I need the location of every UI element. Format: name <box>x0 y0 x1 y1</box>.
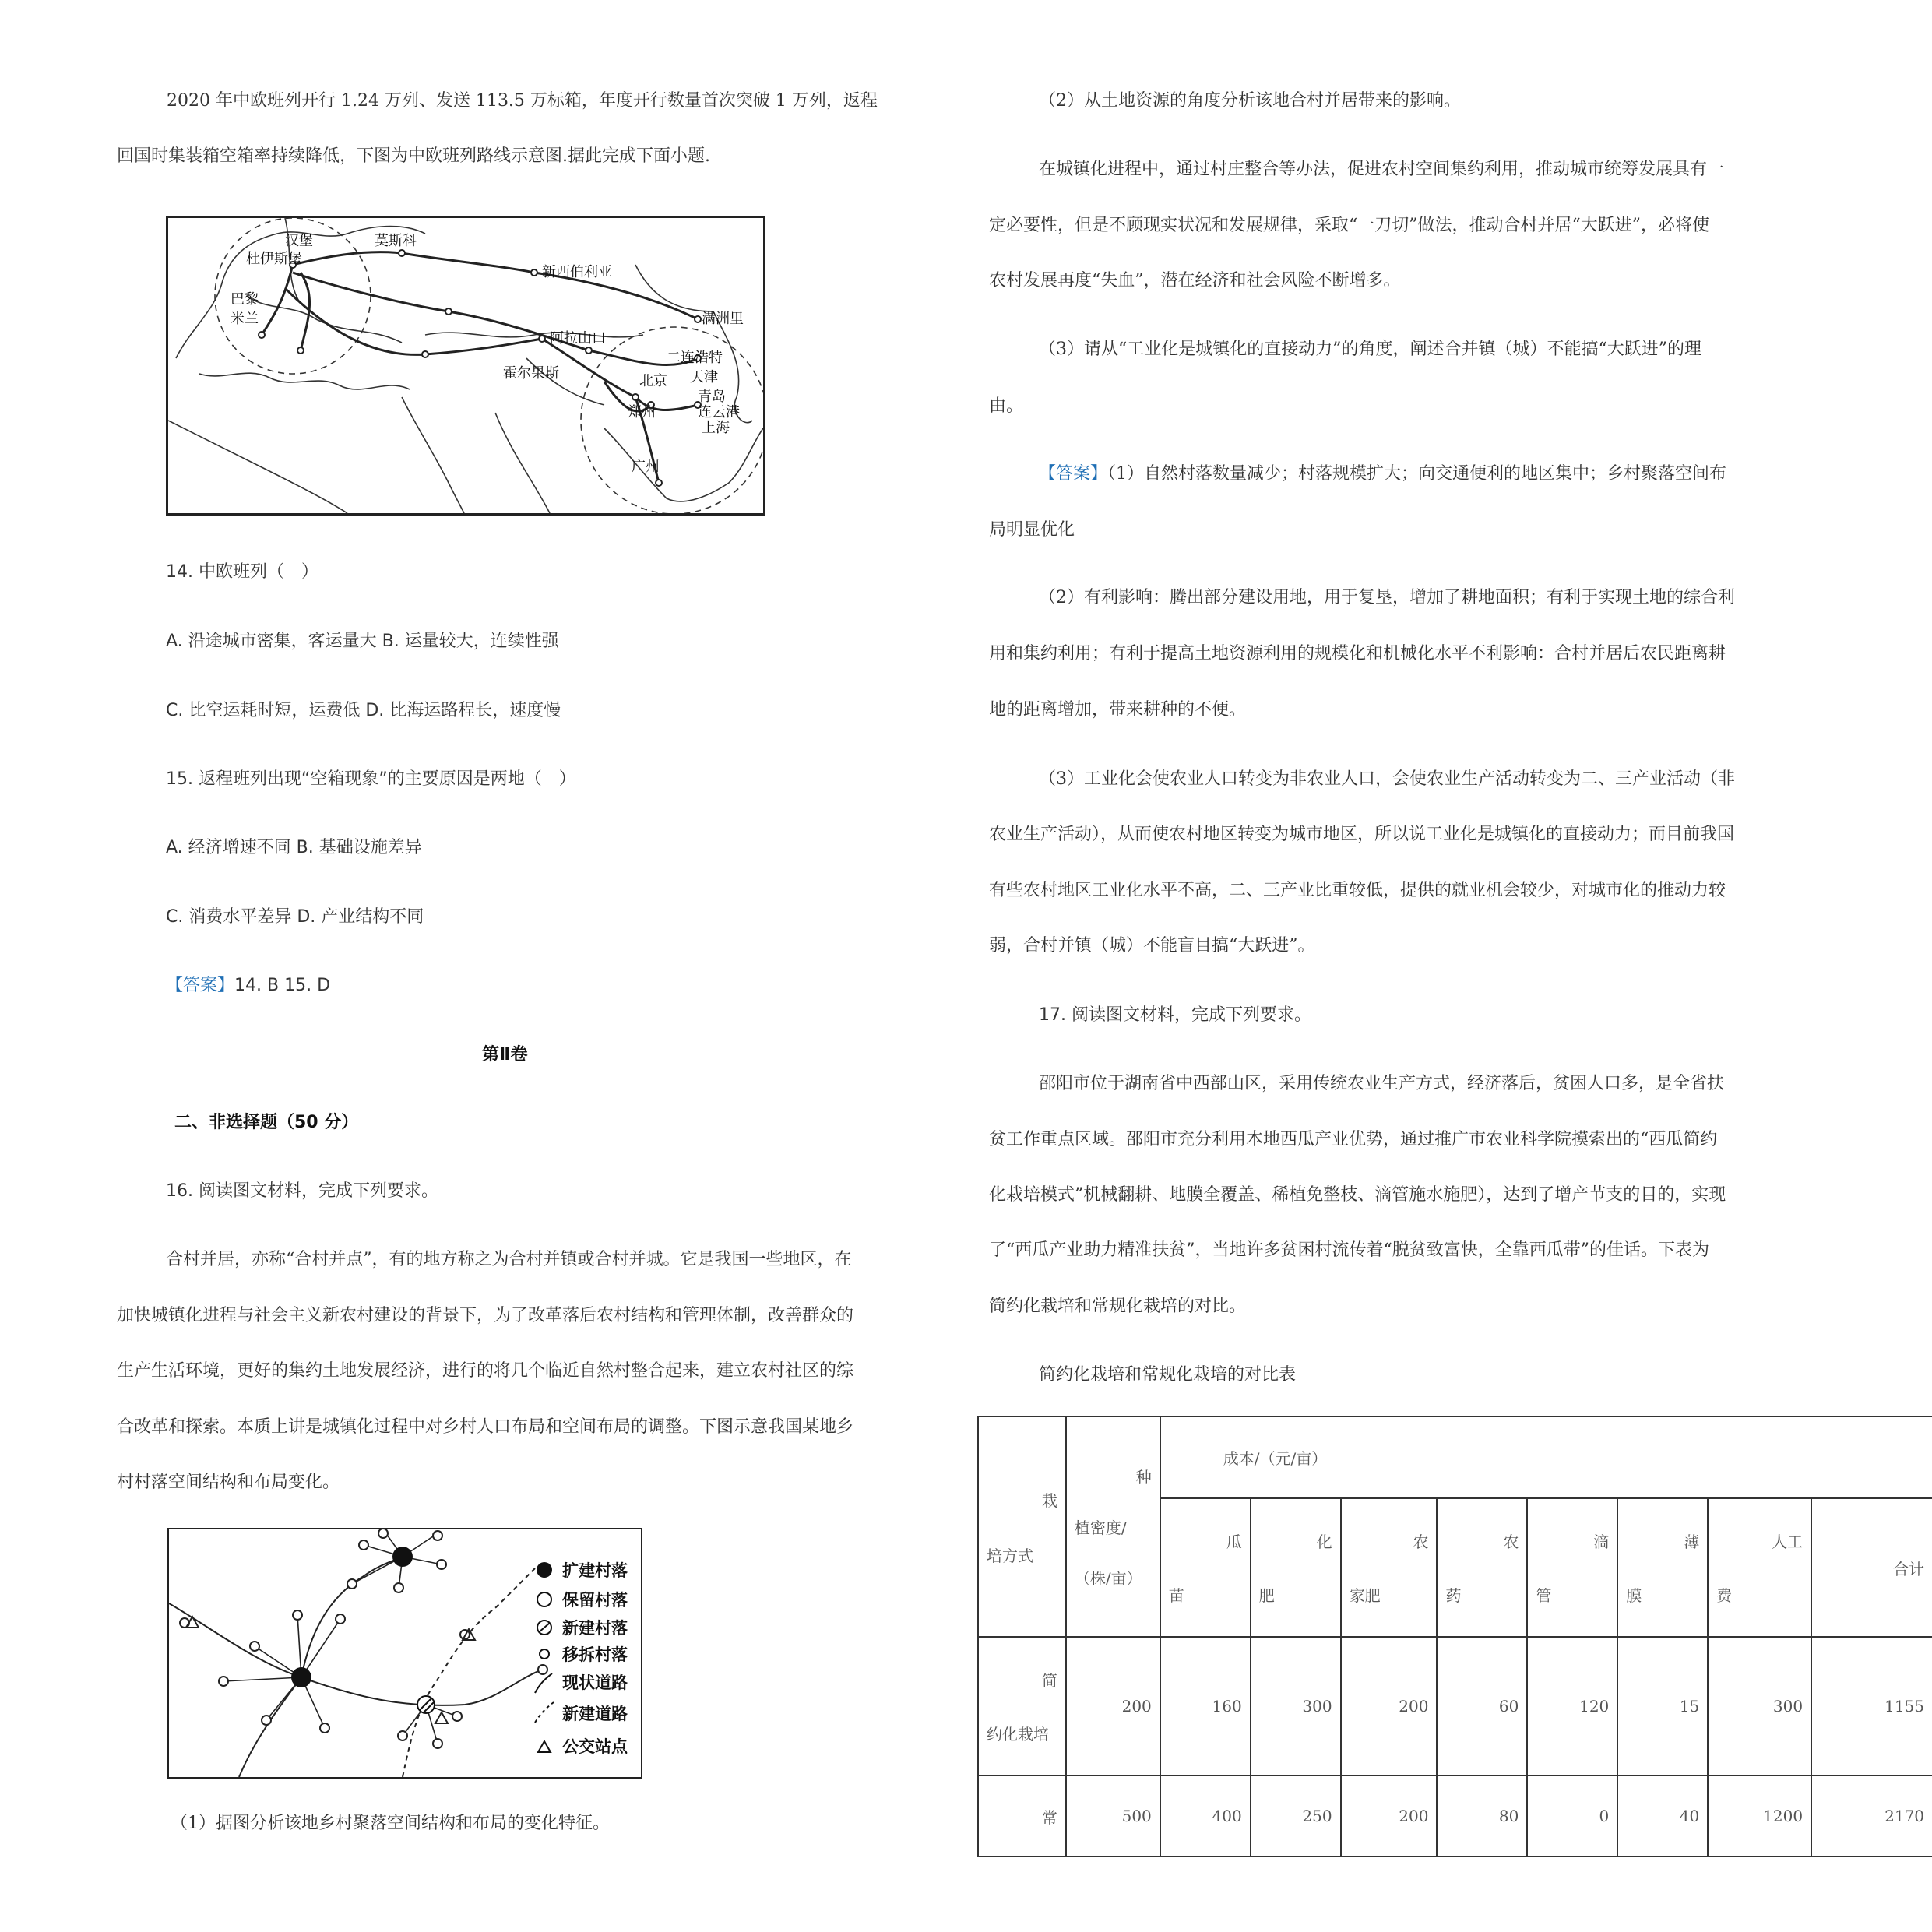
cultivation-comparison-table <box>977 1416 1932 1857</box>
coastline-china <box>604 428 763 501</box>
legend-demolished: 移拆村落 <box>562 1645 628 1664</box>
legend-new-road: 新建道路 <box>562 1705 628 1723</box>
map-label-khorgos: 霍尔果斯 <box>503 365 559 382</box>
header-col-total: 合计 <box>1811 1498 1932 1637</box>
row1-labor: 300 <box>1708 1637 1811 1775</box>
route-north <box>293 252 698 319</box>
answer-1-line-1 <box>1039 463 1726 486</box>
row1-pesticide: 60 <box>1437 1637 1527 1775</box>
q17-para-line-4: 了“西瓜产业助力精准扶贫”，当地许多贫困村流传着“脱贫致富快，全靠西瓜带”的佳话。下表为 <box>989 1240 1709 1260</box>
map-label-milan: 米兰 <box>231 311 259 327</box>
header-col-manure: 农 家肥 <box>1341 1498 1438 1637</box>
q17-para-line-3: 化栽培模式”机械翻耕、地膜全覆盖、稀植免整枝、滴管施水施肥），达到了增产节支的目的，实现 <box>989 1185 1726 1205</box>
road-existing-2 <box>301 1557 403 1677</box>
row2-pesticide: 80 <box>1437 1775 1527 1856</box>
q17-para-line-2: 贫工作重点区域。邵阳市充分利用本地西瓜产业优势，通过推广市农业科学院摸索出的“西瓜简约 <box>989 1130 1718 1149</box>
map-label-guangzhou: 广州 <box>632 459 660 475</box>
map-label-shanghai: 上海 <box>702 420 730 436</box>
route-mid <box>293 273 698 365</box>
q16-part-3-line-1: （3）请从“工业化是城镇化的直接动力”的角度，阐述合并镇（城）不能搞“大跃进”的理 <box>1039 340 1701 359</box>
row1-name: 简 约化栽培 <box>978 1637 1066 1775</box>
para1-line-2: 定必要性，但是不顾现实状况和发展规律，采取“一刀切”做法，推动合村并居“大跃进”，必将使 <box>989 216 1709 235</box>
expanded-village-1 <box>392 1547 413 1567</box>
row2-name: 常 <box>978 1775 1066 1856</box>
map-label-tianjin: 天津 <box>690 369 718 385</box>
row2-seedling: 400 <box>1160 1775 1251 1856</box>
row1-fertilizer: 300 <box>1251 1637 1341 1775</box>
q16-part-2: （2）从土地资源的角度分析该地合村并居带来的影响。 <box>1039 91 1461 111</box>
answer-text: 14. B 15. D <box>234 976 331 995</box>
answer-1-text: （1）自然村落数量减少；村落规模扩大；向交通便利的地区集中；乡村聚落空间布 <box>1107 464 1727 484</box>
row1-manure: 200 <box>1341 1637 1438 1775</box>
answer-1-line-2: 局明显优化 <box>989 520 1075 540</box>
table-row-conventional <box>978 1775 1932 1856</box>
coastline-arabia <box>402 397 464 513</box>
table-row-simplified <box>978 1637 1932 1775</box>
village-svg <box>169 1529 641 1777</box>
q16-para-line-1: 合村并居，亦称“合村并点”，有的地方称之为合村并镇或合村并城。它是我国一些地区，在 <box>166 1250 852 1269</box>
route-eu-2 <box>301 273 310 350</box>
map-label-beijing: 北京 <box>639 373 667 389</box>
q16-para-line-5: 村村落空间结构和布局变化。 <box>117 1473 340 1492</box>
header-col-drip: 滴 管 <box>1527 1498 1617 1637</box>
map-label-qingdao: 青岛 <box>698 389 726 405</box>
map-label-paris: 巴黎 <box>231 291 259 308</box>
row2-fertilizer: 250 <box>1251 1775 1341 1856</box>
map-label-erenhot: 二连浩特 <box>667 350 723 366</box>
row1-drip: 120 <box>1527 1637 1617 1775</box>
legend-new-village: 新建村落 <box>562 1619 628 1638</box>
question-15: 15. 返程班列出现“空箱现象”的主要原因是两地（ ） <box>166 769 576 789</box>
question-16: 16. 阅读图文材料，完成下列要求。 <box>166 1181 438 1201</box>
row1-total: 1155 <box>1811 1637 1932 1775</box>
map-label-manzhouli: 满洲里 <box>702 311 744 327</box>
row2-film: 40 <box>1617 1775 1708 1856</box>
road-existing-1 <box>169 1603 543 1705</box>
answer-3-line-4: 弱，合村并镇（城）不能盲目搞“大跃进”。 <box>989 936 1315 955</box>
q14-options-cd: C. 比空运耗时短，运费低 D. 比海运路程长，速度慢 <box>166 701 561 720</box>
header-cost: 成本/（元/亩） <box>1160 1416 1932 1498</box>
header-col-fertilizer: 化 肥 <box>1251 1498 1341 1637</box>
map-label-alashankou: 阿拉山口 <box>550 330 606 347</box>
legend-existing-road: 现状道路 <box>562 1673 628 1692</box>
header-method: 栽 培方式 <box>978 1416 1066 1637</box>
coastline-med <box>199 373 410 389</box>
border-1 <box>246 296 402 343</box>
map-label-novosibirsk: 新西伯利亚 <box>542 264 612 280</box>
section-title: 第Ⅱ卷 <box>482 1045 528 1065</box>
map-label-moscow: 莫斯科 <box>375 233 417 249</box>
q16-para-line-2: 加快城镇化进程与社会主义新农村建设的背景下，为了改革落后农村结构和管理体制，改善群众的 <box>117 1306 854 1325</box>
road-new-1 <box>403 1568 535 1777</box>
row1-density: 200 <box>1066 1637 1160 1775</box>
legend-expanded: 扩建村落 <box>562 1561 628 1580</box>
para1-line-3: 农村发展再度“失血”，潜在经济和社会风险不断增多。 <box>989 271 1401 290</box>
map-label-hamburg: 汉堡 <box>285 233 313 249</box>
question-14: 14. 中欧班列（ ） <box>166 562 318 582</box>
answer-2-line-2: 用和集约利用；有利于提高土地资源利用的规模化和机械化水平不利影响：合村并居后农民距离耕 <box>989 644 1726 663</box>
map-label-duisburg: 杜伊斯堡 <box>246 251 302 267</box>
answer-tag: 【答案】 <box>166 976 235 995</box>
map-svg <box>168 218 763 513</box>
road-existing-3 <box>239 1677 301 1777</box>
question-17: 17. 阅读图文材料，完成下列要求。 <box>1039 1005 1311 1025</box>
answer-2-line-3: 地的距离增加，带来耕种的不便。 <box>989 700 1247 720</box>
coastline-india <box>495 413 550 513</box>
answer-3-line-2: 农业生产活动），从而使农村地区转变为城市地区，所以说工业化是城镇化的直接动力；而目前我国 <box>989 825 1735 844</box>
q15-options-ab: A. 经济增速不同 B. 基础设施差异 <box>166 838 422 857</box>
answer-3-line-1: （3）工业化会使农业人口转变为非农业人口，会使农业生产活动转变为二、三产业活动（非 <box>1039 769 1736 789</box>
answer-tag-right: 【答案】 <box>1039 464 1108 484</box>
village-layout-figure <box>167 1528 642 1779</box>
row2-total: 2170 <box>1811 1775 1932 1856</box>
q16-para-line-3: 生产生活环境，更好的集约土地发展经济，进行的将几个临近自然村整合起来，建立农村社区的综 <box>117 1361 854 1381</box>
row2-density: 500 <box>1066 1775 1160 1856</box>
row2-drip: 0 <box>1527 1775 1617 1856</box>
answer-2-line-1: （2）有利影响：腾出部分建设用地，用于复垦，增加了耕地面积；有利于实现土地的综合利 <box>1039 588 1736 607</box>
q17-para-line-1: 邵阳市位于湖南省中西部山区，采用传统农业生产方式，经济落后，贫困人口多，是全省扶 <box>1039 1074 1725 1093</box>
q16-para-line-4: 合改革和探索。本质上讲是城镇化过程中对乡村人口布局和空间布局的调整。下图示意我国某地乡 <box>117 1417 854 1437</box>
header-col-pesticide: 农 药 <box>1437 1498 1527 1637</box>
expanded-village-2 <box>291 1667 311 1687</box>
header-col-film: 薄 膜 <box>1617 1498 1708 1637</box>
china-europe-railway-map <box>166 216 765 516</box>
legend-bus-stop: 公交站点 <box>562 1737 628 1756</box>
table-caption: 简约化栽培和常规化栽培的对比表 <box>1039 1365 1297 1385</box>
q17-para-line-5: 简约化栽培和常规化栽培的对比。 <box>989 1297 1247 1316</box>
q16-part-3-line-2: 由。 <box>989 396 1024 416</box>
header-col-labor: 人工 费 <box>1708 1498 1811 1637</box>
q15-options-cd: C. 消费水平差异 D. 产业结构不同 <box>166 907 424 927</box>
answer-14-15 <box>166 974 330 998</box>
map-label-zhengzhou: 郑州 <box>628 404 656 421</box>
row2-labor: 1200 <box>1708 1775 1811 1856</box>
map-label-lianyungang: 连云港 <box>698 404 740 421</box>
border-4 <box>168 421 347 513</box>
legend-retained: 保留村落 <box>562 1591 628 1610</box>
part2-title: 二、非选择题（50 分） <box>174 1113 359 1132</box>
para1-line-1: 在城镇化进程中，通过村庄整合等办法，促进农村空间集约利用，推动城市统筹发展具有一 <box>1039 160 1725 179</box>
intro-line-1: 2020 年中欧班列开行 1.24 万列、发送 113.5 万标箱，年度开行数量首次突破 1 万列，返程 <box>167 91 878 111</box>
q16-part-1: （1）据图分析该地乡村聚落空间结构和布局的变化特征。 <box>171 1814 610 1833</box>
intro-line-2: 回国时集装箱空箱率持续降低，下图为中欧班列路线示意图.据此完成下面小题. <box>117 146 710 166</box>
q14-options-ab: A. 沿途城市密集，客运量大 B. 运量较大，连续性强 <box>166 632 559 651</box>
header-density: 种 植密度/ （株/亩） <box>1066 1416 1160 1637</box>
row2-manure: 200 <box>1341 1775 1438 1856</box>
row1-seedling: 160 <box>1160 1637 1251 1775</box>
row1-film: 15 <box>1617 1637 1708 1775</box>
border-6 <box>635 265 713 311</box>
header-col-seedling: 瓜 苗 <box>1160 1498 1251 1637</box>
route-eu-1 <box>262 265 293 335</box>
answer-3-line-3: 有些农村地区工业化水平不高，二、三产业比重较低，提供的就业机会较少，对城市化的推动力较 <box>989 881 1726 900</box>
